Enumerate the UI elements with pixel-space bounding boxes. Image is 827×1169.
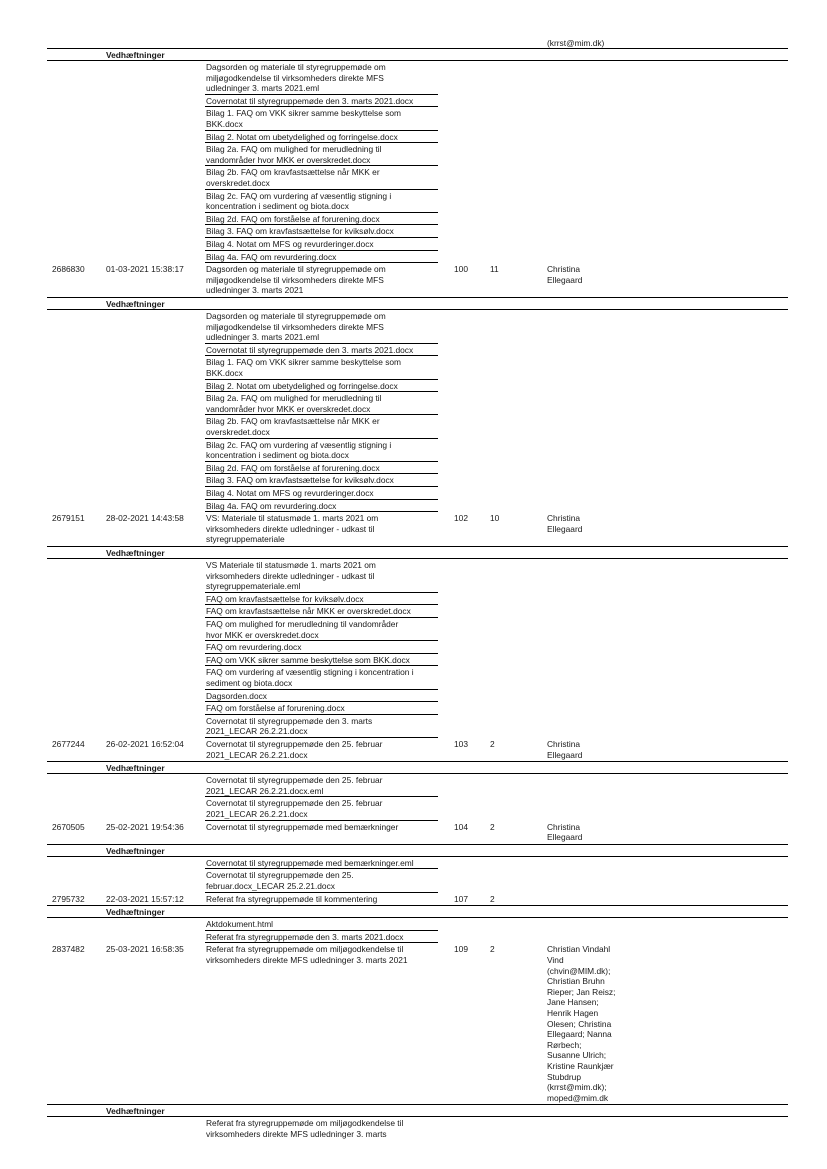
attachment-row — [47, 380, 788, 392]
header-recipient-row — [47, 37, 788, 49]
attachment-name: Bilag 2d. FAQ om forståelse af forurening.docx — [206, 462, 380, 473]
attachment-name: Bilag 2c. FAQ om vurdering af væsentlig stigning i koncentration i sediment og biota.docx — [206, 190, 392, 212]
attachment-row — [47, 918, 788, 930]
attachment-row — [47, 107, 788, 129]
attachments-label-row — [47, 298, 788, 310]
record-recipient: Christina Ellegaard — [547, 821, 583, 843]
record-number: 100 — [454, 264, 468, 275]
attachments-label: Vedhæftninger — [106, 548, 165, 558]
attachment-row — [47, 857, 788, 869]
attachment-name: FAQ om vurdering af væsentlig stigning i koncentration i sediment og biota.docx — [206, 667, 414, 688]
attachment-name: Bilag 3. FAQ om kravfastsættelse for kviksølv.docx — [206, 475, 394, 486]
attachment-row — [47, 392, 788, 414]
attachments-label: Vedhæftninger — [106, 845, 165, 856]
attachment-name: Bilag 2b. FAQ om kravfastsættelse når MKK er overskredet.docx — [206, 167, 380, 188]
attachment-name: Bilag 4. Notat om MFS og revurderinger.docx — [206, 488, 374, 498]
record-date: 25-02-2021 19:54:36 — [106, 821, 184, 832]
attachment-row — [47, 702, 788, 714]
attachment-name: Bilag 4a. FAQ om revurdering.docx — [206, 251, 337, 262]
attachment-row — [47, 190, 788, 212]
record-number: 103 — [454, 739, 468, 749]
attachment-name: Bilag 1. FAQ om VKK sikrer samme beskyttelse som BKK.docx — [206, 108, 402, 129]
attachment-name: Bilag 2a. FAQ om mulighed for merudledning til vandområder hvor MKK er overskredet.docx — [206, 144, 382, 165]
record-title: Referat fra styregruppemøde om miljøgodkendelse til virksomheders direkte MFS udledninger 3. marts 2021 — [206, 944, 408, 965]
attachment-name: Covernotat til styregruppemøde med bemærkninger.eml — [206, 857, 414, 868]
attachment-name: Aktdokument.html — [206, 919, 274, 930]
attachment-row — [47, 690, 788, 702]
attachment-name: Covernotat til styregruppemøde den 3. marts 2021_LECAR 26.2.21.docx — [206, 715, 373, 737]
attachments-label-row — [47, 845, 788, 857]
attachment-row — [47, 797, 788, 819]
attachment-name: Bilag 2b. FAQ om kravfastsættelse når MKK er overskredet.docx — [206, 416, 380, 437]
record-recipient: Christina Ellegaard — [547, 264, 583, 285]
record-date: 25-03-2021 16:58:35 — [106, 944, 184, 955]
attachment-row — [47, 666, 788, 688]
attachment-name: Bilag 1. FAQ om VKK sikrer samme beskyttelse som BKK.docx — [206, 357, 402, 378]
attachment-name: Covernotat til styregruppemøde den 25. februar.docx_LECAR 25.2.21.docx — [206, 870, 354, 891]
attachment-name: Bilag 2a. FAQ om mulighed for merudledning til vandområder hvor MKK er overskredet.docx — [206, 393, 382, 414]
attachment-name: Bilag 2c. FAQ om vurdering af væsentlig stigning i koncentration i sediment og biota.docx — [206, 439, 392, 461]
attachment-name: VS Materiale til statusmøde 1. marts 2021 om virksomheders direkte udledninger - udkast til styregruppemateriale.eml — [206, 560, 376, 592]
attachment-name: Bilag 2d. FAQ om forståelse af forurening.docx — [206, 213, 380, 224]
record-number: 107 — [454, 893, 468, 904]
attachment-row — [47, 310, 788, 343]
attachment-row — [47, 143, 788, 165]
record-date: 22-03-2021 15:57:12 — [106, 893, 184, 904]
record-id: 2837482 — [52, 944, 85, 955]
attachment-name: Referat fra styregruppemøde den 3. marts 2021.docx — [206, 931, 404, 942]
attachments-label-row — [47, 762, 788, 774]
record-row — [47, 893, 788, 907]
attachment-name: Dagsorden og materiale til styregruppemøde om miljøgodkendelse til virksomheders direkte MFS udledninger 3. marts 2021.eml — [206, 62, 386, 94]
attachment-name: Bilag 2. Notat om ubetydelighed og forringelse.docx — [206, 380, 398, 391]
attachments-label-row — [47, 547, 788, 559]
attachment-name: Covernotat til styregruppemøde den 3. marts 2021.docx — [206, 344, 414, 355]
record-count: 2 — [490, 739, 495, 749]
attachment-row — [47, 439, 788, 461]
attachment-name: Covernotat til styregruppemøde den 3. marts 2021.docx — [206, 95, 414, 106]
attachment-row — [47, 1117, 788, 1139]
record-number: 104 — [454, 821, 468, 832]
record-title: Covernotat til styregruppemøde den 25. februar 2021_LECAR 26.2.21.docx — [206, 739, 383, 760]
attachments-label-row — [47, 49, 788, 61]
attachments-label: Vedhæftninger — [106, 1106, 165, 1117]
attachment-row — [47, 618, 788, 640]
record-number: 109 — [454, 944, 468, 955]
attachment-row — [47, 487, 788, 499]
record-count: 2 — [490, 821, 495, 832]
attachment-row — [47, 344, 788, 356]
attachment-row — [47, 605, 788, 617]
record-id: 2795732 — [52, 893, 85, 904]
attachments-label: Vedhæftninger — [106, 299, 165, 309]
attachment-row — [47, 559, 788, 592]
record-recipient: Christian Vindahl Vind (chvin@MIM.dk); Christian Bruhn Rieper; Jan Reisz; Jane Hansen; Henrik Hagen Olesen; Christina Ellegaard; Nanna Rørbech; Susanne Ulrich; Kristine Raunkjær Stubdrup (krrst@mim.dk); moped@mim.dk — [547, 944, 616, 1103]
attachment-row — [47, 774, 788, 796]
attachment-row — [47, 95, 788, 107]
attachment-row — [47, 869, 788, 891]
record-id: 2686830 — [52, 264, 85, 275]
attachment-row — [47, 500, 788, 512]
record-recipient: Christina Ellegaard — [547, 739, 583, 760]
attachment-row — [47, 654, 788, 666]
attachment-row — [47, 415, 788, 437]
attachment-name: FAQ om mulighed for merudledning til vandområder hvor MKK er overskredet.docx — [206, 619, 399, 640]
record-id: 2679151 — [52, 513, 85, 524]
attachment-row — [47, 238, 788, 250]
attachment-name: FAQ om kravfastsættelse for kviksølv.docx — [206, 593, 364, 604]
record-id: 2670505 — [52, 821, 85, 832]
attachment-row — [47, 251, 788, 263]
record-title: VS: Materiale til statusmøde 1. marts 2021 om virksomheders direkte udledninger - udkast til styregruppemateriale — [206, 513, 379, 545]
attachment-name: FAQ om forståelse af forurening.docx — [206, 703, 345, 714]
attachment-name: Covernotat til styregruppemøde den 25. februar 2021_LECAR 26.2.21.docx — [206, 798, 383, 819]
record-title: Covernotat til styregruppemøde med bemærkninger — [206, 821, 399, 832]
record-date: 28-02-2021 14:43:58 — [106, 513, 184, 524]
attachment-row — [47, 225, 788, 237]
attachment-row — [47, 213, 788, 225]
record-id: 2677244 — [52, 739, 85, 749]
record-title: Referat fra styregruppemøde til kommentering — [206, 893, 378, 904]
record-title: Dagsorden og materiale til styregruppemøde om miljøgodkendelse til virksomheders direkte MFS udledninger 3. marts 2021 — [206, 264, 386, 296]
attachment-name: Covernotat til styregruppemøde den 25. februar 2021_LECAR 26.2.21.docx.eml — [206, 775, 383, 796]
attachment-row — [47, 356, 788, 378]
recipient-cell: (krrst@mim.dk) — [547, 38, 605, 48]
attachment-row — [47, 931, 788, 943]
attachment-name: Bilag 2. Notat om ubetydelighed og forringelse.docx — [206, 131, 398, 142]
attachment-name: Bilag 4. Notat om MFS og revurderinger.docx — [206, 239, 374, 249]
attachments-label: Vedhæftninger — [106, 50, 165, 60]
attachment-name: Bilag 4a. FAQ om revurdering.docx — [206, 500, 337, 511]
attachment-name: FAQ om kravfastsættelse når MKK er overskredet.docx — [206, 606, 411, 617]
record-count: 11 — [490, 264, 499, 275]
attachment-name: Bilag 3. FAQ om kravfastsættelse for kviksølv.docx — [206, 226, 394, 237]
attachment-row — [47, 462, 788, 474]
attachment-row — [47, 131, 788, 143]
record-date: 26-02-2021 16:52:04 — [106, 739, 184, 749]
attachment-row — [47, 61, 788, 94]
record-date: 01-03-2021 15:38:17 — [106, 264, 184, 275]
record-count: 2 — [490, 893, 495, 904]
record-recipient: Christina Ellegaard — [547, 513, 583, 534]
record-number: 102 — [454, 513, 468, 524]
record-count: 10 — [490, 513, 500, 524]
record-row — [47, 821, 788, 845]
attachment-name: Referat fra styregruppemøde om miljøgodkendelse til virksomheders direkte MFS udledninger 3. marts — [206, 1118, 404, 1139]
attachments-label-row — [47, 1105, 788, 1117]
attachments-label: Vedhæftninger — [106, 907, 165, 918]
attachments-label: Vedhæftninger — [106, 763, 165, 774]
attachment-name: FAQ om VKK sikrer samme beskyttelse som BKK.docx — [206, 654, 410, 665]
attachment-row — [47, 715, 788, 737]
record-row — [47, 738, 788, 762]
record-row — [47, 263, 788, 298]
attachments-label-row — [47, 906, 788, 918]
attachment-name: Dagsorden.docx — [206, 690, 267, 701]
attachment-name: FAQ om revurdering.docx — [206, 642, 302, 653]
record-count: 2 — [490, 944, 495, 955]
attachment-row — [47, 641, 788, 653]
attachment-row — [47, 166, 788, 188]
record-row — [47, 512, 788, 547]
attachment-row — [47, 474, 788, 486]
attachment-name: Dagsorden og materiale til styregruppemøde om miljøgodkendelse til virksomheders direkte MFS udledninger 3. marts 2021.eml — [206, 311, 386, 343]
attachment-row — [47, 593, 788, 605]
record-row — [47, 943, 788, 1105]
